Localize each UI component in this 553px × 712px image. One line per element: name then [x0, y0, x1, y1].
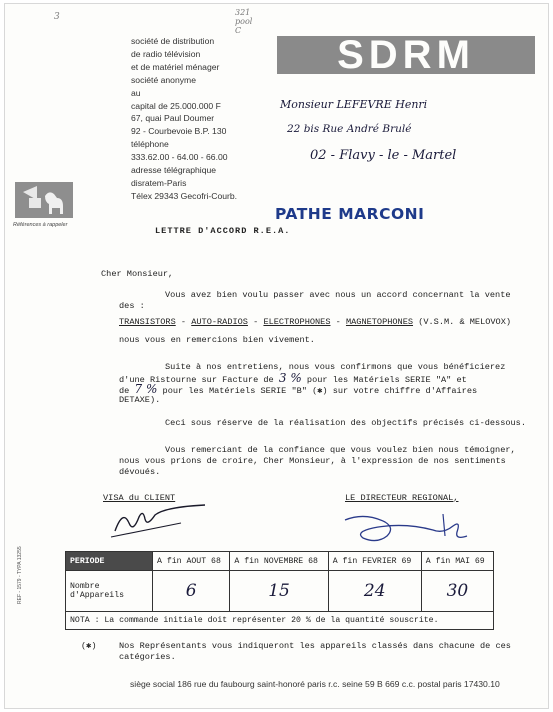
table-header-cell: A fin MAI 69	[421, 552, 493, 571]
objectives-table	[65, 551, 494, 630]
footnote-line-1: Nos Représentants vous indiqueront les appareils classés dans chacune de ces	[119, 641, 511, 651]
footnote-line-2: catégories.	[119, 652, 176, 662]
table-header-cell: PERIODE	[66, 552, 153, 571]
letter-subject: LETTRE D'ACCORD R.E.A.	[155, 226, 291, 236]
company-line: adresse télégraphique	[131, 165, 217, 176]
company-line: disratem-Paris	[131, 177, 187, 188]
product-brands: (V.S.M. & MELOVOX)	[418, 317, 512, 327]
regional-director-label: LE DIRECTEUR REGIONAL,	[345, 493, 459, 503]
table-note-row	[66, 612, 494, 630]
target-value-cell: 24	[328, 571, 421, 612]
paragraph-2-line-4: DETAXE).	[119, 395, 161, 405]
company-line: société anonyme	[131, 74, 196, 85]
addressee-street: 22 bis Rue André Brulé	[287, 123, 412, 135]
company-line: 92 - Courbevoie B.P. 130	[131, 126, 227, 137]
paragraph-4-line-3: dévoués.	[119, 467, 161, 477]
registered-office-footer: siège social 186 rue du faubourg saint-honoré paris r.c. seine 59 B 669 c.c. postal paris 17430.10	[130, 679, 500, 689]
sdrm-logo: SDRM	[277, 36, 535, 74]
paragraph-1-line-2: des :	[119, 301, 145, 311]
company-details	[131, 35, 237, 203]
row-label-cell	[66, 571, 153, 612]
greeting: Cher Monsieur,	[101, 269, 174, 279]
corner-mark-left: 3	[54, 12, 60, 22]
ristourne-text: d'une Ristourne sur Facture de	[119, 375, 274, 385]
letter-page	[4, 3, 549, 709]
table-row	[66, 571, 494, 612]
his-masters-voice-logo	[15, 182, 73, 218]
product-magnetophones: MAGNETOPHONES	[345, 317, 414, 327]
table-note: NOTA : La commande initiale doit représenter 20 % de la quantité souscrite.	[66, 612, 494, 630]
addressee-name: Monsieur LEFEVRE Henri	[280, 98, 428, 111]
product-list	[119, 317, 511, 328]
footnote-marker: (✱)	[81, 641, 97, 651]
de-text: de	[119, 386, 130, 396]
target-value-cell: 6	[153, 571, 230, 612]
series-b-text: pour les Matériels SERIE "B" (✱) sur votre chiffre d'Affaires	[162, 386, 478, 396]
product-separator: -	[330, 317, 346, 327]
table-header-cell: A fin AOUT 68	[153, 552, 230, 571]
corner-mark-line: C	[235, 26, 242, 35]
rebate-series-a: 3 %	[278, 371, 302, 385]
dog-gramophone-icon	[15, 182, 73, 218]
company-line: téléphone	[131, 139, 169, 150]
table-header-cell: A fin NOVEMBRE 68	[230, 552, 328, 571]
product-transistors: TRANSISTORS	[119, 317, 176, 327]
corner-mark-line: pool	[235, 17, 253, 26]
corner-mark-line: 321	[235, 8, 251, 17]
target-value-cell: 15	[230, 571, 328, 612]
company-line: capital de 25.000.000 F	[131, 100, 221, 111]
rebate-series-b: 7 %	[134, 382, 158, 396]
side-reference-label: REF - 1579 - TYPA 13255	[17, 546, 23, 604]
table-header-cell: A fin FEVRIER 69	[328, 552, 421, 571]
row-label-line: Nombre	[70, 582, 100, 591]
corner-mark-right	[235, 8, 252, 35]
client-visa-label: VISA du CLIENT	[103, 493, 176, 503]
paragraph-3: Ceci sous réserve de la réalisation des objectifs précisés ci-dessous.	[165, 418, 526, 428]
paragraph-1-line-1: Vous avez bien voulu passer avec nous un accord concernant la vente	[165, 290, 511, 300]
reference-caption: Références à rappeler	[13, 222, 68, 228]
company-line: de radio télévision	[131, 48, 201, 59]
company-line: et de matériel ménager	[131, 61, 220, 72]
paragraph-4-line-1: Vous remerciant de la confiance que vous voulez bien nous témoigner,	[165, 445, 516, 455]
product-separator: -	[175, 317, 192, 327]
target-value-cell: 30	[421, 571, 493, 612]
company-line: Télex 29343 Gecofri-Courb.	[131, 190, 238, 201]
company-line: au	[131, 87, 141, 98]
product-electrophones: ELECTROPHONES	[263, 317, 331, 327]
company-line: 333.62.00 - 64.00 - 66.00	[131, 152, 228, 163]
paragraph-2-line-1: Suite à nos entretiens, nous vous confirmons que vous bénéficierez	[165, 362, 506, 372]
product-autoradios: AUTO-RADIOS	[191, 317, 248, 327]
row-label-line: d'Appareils	[70, 591, 125, 600]
table-header-row	[66, 552, 494, 571]
addressee-city: 02 - Flavy - le - Martel	[310, 148, 457, 163]
paragraph-4-line-2: nous vous prions de croire, Cher Monsieur, à l'expression de nos sentiments	[119, 456, 506, 466]
client-signature	[105, 501, 215, 543]
director-signature	[339, 510, 489, 546]
paragraph-2-line-3	[119, 384, 477, 397]
product-separator: -	[247, 317, 264, 327]
series-a-text: pour les Matériels SERIE "A" et	[306, 375, 467, 385]
company-line: société de distribution	[131, 36, 215, 46]
pathe-marconi-logo: PATHE MARCONI	[275, 205, 425, 223]
paragraph-1-line-3: nous vous en remercions bien vivement.	[119, 335, 315, 345]
company-line: 67, quai Paul Doumer	[131, 113, 215, 124]
